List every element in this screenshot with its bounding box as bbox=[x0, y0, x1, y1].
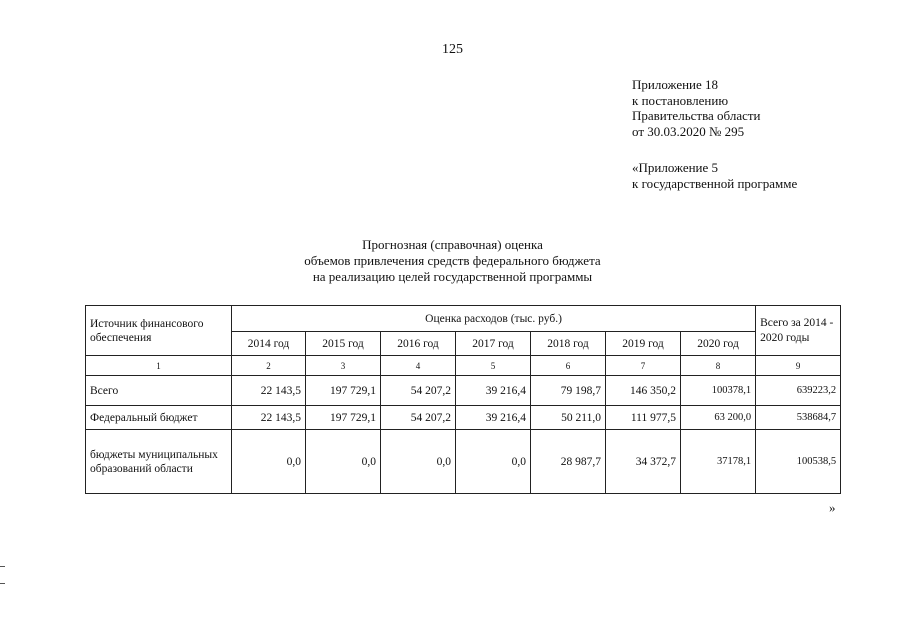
year-header: 2014 год bbox=[232, 332, 306, 356]
row-value: 39 216,4 bbox=[456, 406, 531, 430]
row-value: 22 143,5 bbox=[232, 376, 306, 406]
row-label: Всего bbox=[86, 376, 232, 406]
row-total-value: 538684,7 bbox=[756, 406, 841, 430]
table-row-municipal bbox=[86, 430, 841, 494]
title-line: объемов привлечения средств федерального бюджета bbox=[304, 253, 601, 268]
row-value: 197 729,1 bbox=[306, 376, 381, 406]
column-number: 3 bbox=[306, 356, 381, 376]
row-label: Федеральный бюджет bbox=[86, 406, 232, 430]
row-value: 54 207,2 bbox=[381, 376, 456, 406]
row-value: 0,0 bbox=[381, 430, 456, 494]
appendix-block bbox=[632, 77, 797, 191]
expenses-group-header: Оценка расходов (тыс. руб.) bbox=[232, 306, 756, 332]
row-value: 0,0 bbox=[456, 430, 531, 494]
appendix-line: к государственной программе bbox=[632, 175, 798, 191]
row-value: 22 143,5 bbox=[232, 406, 306, 430]
column-number: 2 bbox=[232, 356, 306, 376]
appendix-line: «Приложение 5 bbox=[632, 160, 719, 175]
scan-margin-mark bbox=[0, 583, 5, 584]
row-total-value: 100538,5 bbox=[756, 430, 841, 494]
column-number: 1 bbox=[86, 356, 232, 376]
title-line: Прогнозная (справочная) оценка bbox=[362, 237, 543, 252]
year-header: 2018 год bbox=[531, 332, 606, 356]
row-value: 79 198,7 bbox=[531, 376, 606, 406]
row-value: 0,0 bbox=[232, 430, 306, 494]
scan-margin-mark bbox=[0, 566, 5, 567]
year-header: 2019 год bbox=[606, 332, 681, 356]
row-value: 0,0 bbox=[306, 430, 381, 494]
row-value: 100378,1 bbox=[681, 376, 756, 406]
row-value: 146 350,2 bbox=[606, 376, 681, 406]
column-number: 5 bbox=[456, 356, 531, 376]
row-value: 111 977,5 bbox=[606, 406, 681, 430]
table-row-federal bbox=[86, 406, 841, 430]
appendix-line: Приложение 18 bbox=[632, 77, 719, 92]
column-number: 6 bbox=[531, 356, 606, 376]
row-value: 197 729,1 bbox=[306, 406, 381, 430]
column-number: 9 bbox=[756, 356, 841, 376]
source-header: Источник финансового обеспечения bbox=[86, 306, 232, 356]
appendix-line: Правительства области bbox=[632, 108, 761, 123]
closing-quote: » bbox=[829, 500, 836, 515]
title-line: на реализацию целей государственной программы bbox=[312, 269, 593, 284]
column-number: 7 bbox=[606, 356, 681, 376]
column-numbers-row bbox=[86, 356, 841, 376]
header-row bbox=[86, 306, 841, 332]
column-number: 4 bbox=[381, 356, 456, 376]
row-value: 34 372,7 bbox=[606, 430, 681, 494]
column-number: 8 bbox=[681, 356, 756, 376]
appendix-gap bbox=[632, 139, 797, 160]
year-header: 2016 год bbox=[381, 332, 456, 356]
row-value: 54 207,2 bbox=[381, 406, 456, 430]
document-title bbox=[0, 237, 905, 285]
budget-table bbox=[85, 305, 841, 494]
total-header: Всего за 2014 - 2020 годы bbox=[756, 306, 841, 356]
row-value: 50 211,0 bbox=[531, 406, 606, 430]
appendix-line: к постановлению bbox=[632, 92, 729, 108]
row-value: 39 216,4 bbox=[456, 376, 531, 406]
row-value: 28 987,7 bbox=[531, 430, 606, 494]
row-value: 63 200,0 bbox=[681, 406, 756, 430]
year-header: 2020 год bbox=[681, 332, 756, 356]
row-label: бюджеты муниципальных образований области bbox=[86, 430, 232, 494]
year-header: 2017 год bbox=[456, 332, 531, 356]
row-value: 37178,1 bbox=[681, 430, 756, 494]
row-total-value: 639223,2 bbox=[756, 376, 841, 406]
appendix-line: от 30.03.2020 № 295 bbox=[632, 123, 745, 139]
table-row-total bbox=[86, 376, 841, 406]
page-number: 125 bbox=[442, 42, 463, 57]
year-header: 2015 год bbox=[306, 332, 381, 356]
